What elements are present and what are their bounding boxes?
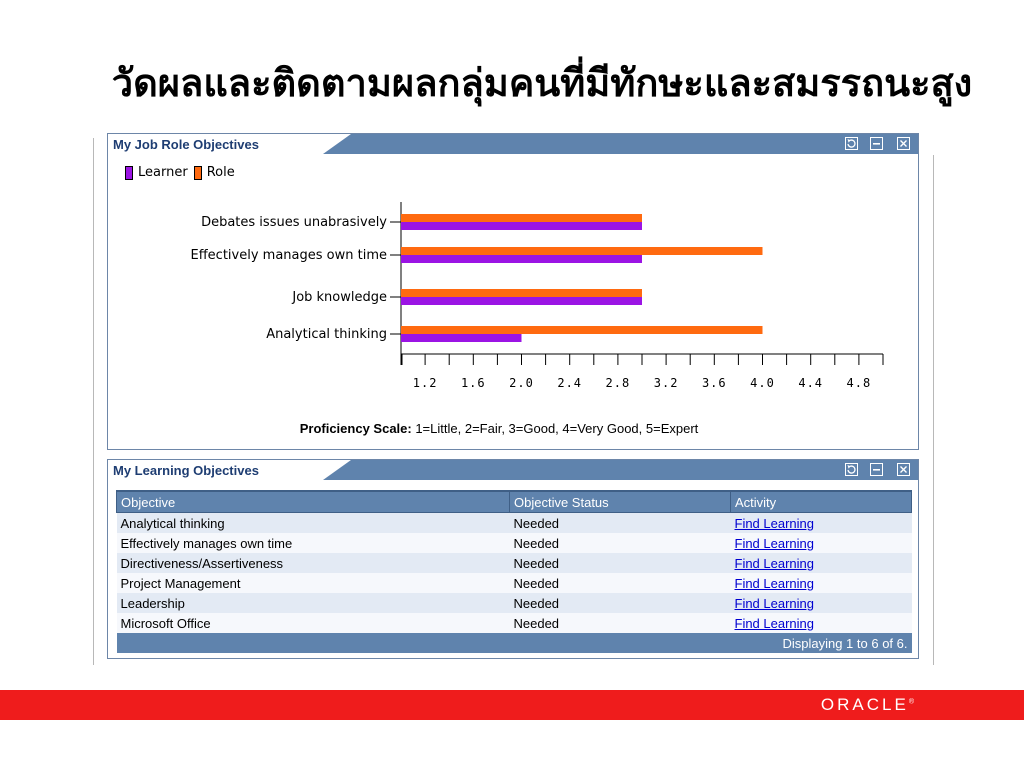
learning-objectives-table: [116, 490, 912, 653]
portlet-title: My Job Role Objectives: [113, 137, 259, 152]
objective-cell: Microsoft Office: [117, 613, 510, 633]
bar-role: [401, 214, 642, 222]
status-cell: Needed: [510, 613, 731, 633]
x-tick-label: 2.0: [509, 376, 534, 390]
find-learning-link[interactable]: Find Learning: [734, 575, 814, 591]
category-label: Job knowledge: [292, 290, 387, 305]
close-icon[interactable]: [897, 463, 910, 476]
registered-mark: ®: [908, 698, 914, 706]
column-header-status[interactable]: Objective Status: [510, 491, 731, 513]
activity-cell: [731, 533, 912, 553]
bar-learner: [401, 222, 642, 230]
portlet-header: [108, 460, 918, 480]
refresh-icon[interactable]: [845, 463, 858, 476]
job-role-objectives-portlet: [107, 133, 919, 450]
scale-note-text: 1=Little, 2=Fair, 3=Good, 4=Very Good, 5=Expert: [411, 421, 699, 436]
proficiency-scale-note: [108, 421, 920, 436]
legend-label-learner: Learner: [138, 165, 188, 180]
portlet-tab: [108, 134, 323, 154]
x-tick-label: 4.8: [846, 376, 872, 390]
bar-role: [401, 289, 642, 297]
status-cell: Needed: [510, 533, 731, 553]
logo-text: ORACLE: [820, 695, 909, 714]
frame-divider: [933, 155, 934, 665]
column-header-activity[interactable]: Activity: [731, 491, 912, 513]
table-row: [117, 593, 912, 613]
find-learning-link[interactable]: Find Learning: [734, 615, 814, 631]
slide-title: วัดผลและติดตามผลกลุ่มคนที่มีทักษะและสมรรถนะสูง: [111, 60, 973, 105]
find-learning-link[interactable]: Find Learning: [734, 515, 814, 531]
proficiency-bar-chart: [108, 154, 918, 414]
portlet-tab-slope: [323, 134, 351, 154]
x-tick-label: 2.8: [605, 376, 631, 390]
frame-divider: [93, 138, 94, 665]
activity-cell: [731, 593, 912, 613]
minimize-icon[interactable]: [870, 463, 883, 476]
find-learning-link[interactable]: Find Learning: [734, 595, 814, 611]
pagination-status: Displaying 1 to 6 of 6.: [117, 633, 912, 653]
bar-learner: [401, 255, 642, 263]
x-tick-label: 2.4: [557, 376, 583, 390]
category-label: Debates issues unabrasively: [201, 215, 387, 230]
activity-cell: [731, 573, 912, 593]
bar-learner: [401, 297, 642, 305]
portlet-header: [108, 134, 918, 154]
find-learning-link[interactable]: Find Learning: [734, 555, 814, 571]
activity-cell: [731, 553, 912, 573]
minimize-icon[interactable]: [870, 137, 883, 150]
oracle-logo: [821, 695, 914, 715]
activity-cell: [731, 513, 912, 534]
x-tick-label: 3.6: [701, 376, 727, 390]
table-row: [117, 613, 912, 633]
legend-label-role: Role: [206, 165, 235, 180]
portlet-title: My Learning Objectives: [113, 463, 259, 478]
x-tick-label: 1.6: [460, 376, 486, 390]
status-cell: Needed: [510, 573, 731, 593]
status-cell: Needed: [510, 513, 731, 534]
category-label: Analytical thinking: [266, 327, 387, 342]
learning-objectives-portlet: [107, 459, 919, 659]
brand-band: [0, 690, 1024, 720]
scale-note-label: Proficiency Scale:: [299, 421, 412, 436]
x-tick-label: 4.0: [750, 376, 775, 390]
table-row: [117, 513, 912, 534]
objective-cell: Leadership: [117, 593, 510, 613]
objective-cell: Project Management: [117, 573, 510, 593]
find-learning-link[interactable]: Find Learning: [734, 535, 814, 551]
bar-role: [401, 326, 763, 334]
column-header-objective[interactable]: Objective: [117, 491, 510, 513]
objective-cell: Effectively manages own time: [117, 533, 510, 553]
status-cell: Needed: [510, 593, 731, 613]
status-cell: Needed: [510, 553, 731, 573]
table-row: [117, 533, 912, 553]
activity-cell: [731, 613, 912, 633]
portlet-tab-slope: [323, 460, 351, 480]
refresh-icon[interactable]: [845, 137, 858, 150]
x-tick-label: 3.2: [653, 376, 679, 390]
table-row: [117, 573, 912, 593]
close-icon[interactable]: [897, 137, 910, 150]
category-label: Effectively manages own time: [190, 248, 387, 263]
table-footer-row: [117, 633, 912, 653]
table-row: [117, 553, 912, 573]
bar-learner: [401, 334, 522, 342]
x-tick-label: 4.4: [798, 376, 824, 390]
table-header-row: [117, 491, 912, 513]
portlet-tab: [108, 460, 323, 480]
bar-role: [401, 247, 763, 255]
objective-cell: Analytical thinking: [117, 513, 510, 534]
x-tick-label: 1.2: [412, 376, 438, 390]
objective-cell: Directiveness/Assertiveness: [117, 553, 510, 573]
